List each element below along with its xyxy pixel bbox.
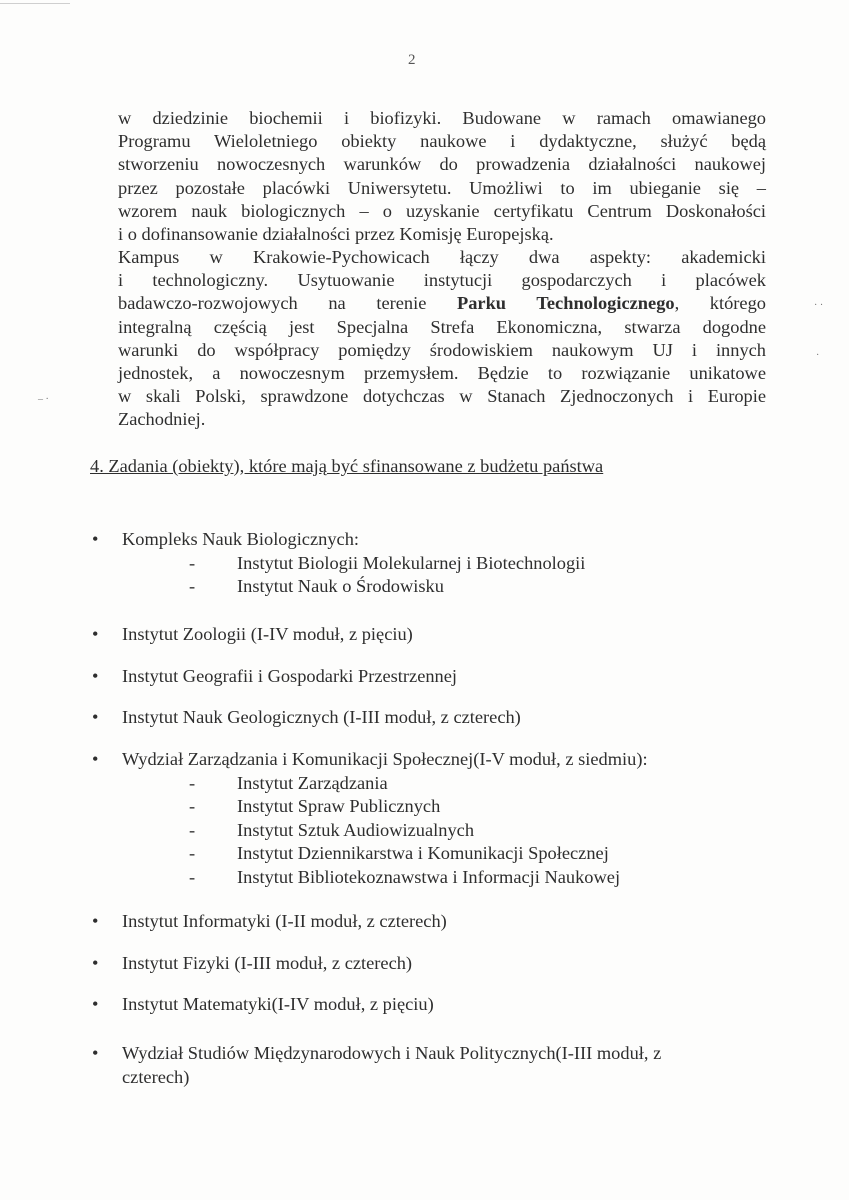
list-item-international-studies bbox=[92, 1042, 661, 1089]
paragraph-text: badawczo-rozwojowych na terenie bbox=[118, 293, 457, 314]
paragraph-line: integralną częścią jest Specjalna Strefa Ekonomiczna, stwarza dogodne bbox=[118, 316, 766, 337]
paragraph-text: , którego bbox=[674, 293, 766, 314]
sub-list-item bbox=[92, 552, 585, 576]
section-heading: 4. Zadania (obiekty), które mają być sfinansowane z budżetu państwa bbox=[90, 456, 604, 476]
paragraph-line: i o dofinansowanie działalności przez Komisję Europejską. bbox=[118, 224, 554, 245]
technology-park-emphasis: Parku Technologicznego bbox=[456, 293, 675, 314]
sub-item-label: Instytut Biologii Molekularnej i Biotechnologii bbox=[237, 552, 586, 573]
scan-mark: · · bbox=[814, 300, 824, 311]
paragraph-line: i technologiczny. Usytuowanie instytucji gospodarczych i placówek bbox=[118, 270, 766, 291]
paragraph-line: w dziedzinie biochemii i biofizyki. Budowane w ramach omawianego bbox=[118, 108, 766, 128]
paragraph-line: stworzeniu nowoczesnych warunków do prowadzenia działalności naukowej bbox=[118, 154, 766, 175]
paragraph-campus bbox=[118, 246, 766, 432]
paragraph-line: Kampus w Krakowie-Pychowicach łączy dwa aspekty: akademicki bbox=[118, 247, 766, 267]
sub-list bbox=[92, 772, 648, 890]
paragraph-line: Programu Wieloletniego obiekty naukowe i dydaktyczne, służyć będą bbox=[118, 131, 766, 152]
bullet-icon: • bbox=[92, 666, 99, 686]
list-item-label: Instytut Informatyki (I-II moduł, z czterech) bbox=[122, 911, 447, 931]
paragraph-line: jednostek, a nowoczesnym przemysłem. Będzie to rozwiązanie unikatowe bbox=[118, 363, 766, 384]
dash-marker: - bbox=[189, 576, 196, 596]
sub-item-label: Instytut Sztuk Audiowizualnych bbox=[237, 819, 475, 840]
list-item-label: Instytut Nauk Geologicznych (I-III moduł, z czterech) bbox=[122, 707, 521, 727]
dash-marker: - bbox=[189, 866, 196, 887]
list-item-label: Wydział Zarządzania i Komunikacji Społecznej(I-V moduł, z siedmiu): bbox=[122, 749, 648, 769]
sub-list bbox=[92, 552, 585, 599]
page-number: 2 bbox=[408, 52, 416, 68]
scan-mark: · bbox=[816, 350, 820, 361]
paragraph-line bbox=[118, 292, 766, 315]
list-item-label: Instytut Matematyki(I-IV moduł, z pięciu) bbox=[122, 994, 434, 1014]
list-item-informatics bbox=[92, 910, 447, 934]
sub-list-item bbox=[92, 575, 585, 599]
dash-marker: - bbox=[189, 796, 196, 816]
dash-marker: - bbox=[189, 843, 196, 863]
dash-marker: - bbox=[189, 552, 196, 573]
list-item-mathematics bbox=[92, 993, 434, 1017]
list-item-geology bbox=[92, 706, 521, 730]
paragraph-line: warunki do współpracy pomiędzy środowiskiem naukowym UJ i innych bbox=[118, 339, 766, 360]
sub-item-label: Instytut Spraw Publicznych bbox=[237, 796, 441, 816]
list-item-biology-complex bbox=[92, 528, 585, 599]
bullet-icon: • bbox=[92, 1043, 99, 1063]
list-item-geography bbox=[92, 665, 457, 689]
dash-marker: - bbox=[189, 819, 196, 840]
list-item-zoology bbox=[92, 623, 413, 647]
list-item-label: Instytut Zoologii (I-IV moduł, z pięciu) bbox=[122, 624, 413, 644]
sub-item-label: Instytut Nauk o Środowisku bbox=[237, 576, 444, 596]
paragraph-line: wzorem nauk biologicznych – o uzyskanie certyfikatu Centrum Doskonałości bbox=[118, 200, 766, 221]
paragraph-line: w skali Polski, sprawdzone dotychczas w Stanach Zjednoczonych i Europie bbox=[118, 386, 766, 407]
list-item-label: Instytut Geografii i Gospodarki Przestrzennej bbox=[122, 666, 458, 686]
sub-list-item bbox=[92, 772, 648, 796]
scan-mark: – · bbox=[38, 394, 49, 405]
bullet-icon: • bbox=[92, 624, 99, 644]
sub-list-item bbox=[92, 842, 648, 866]
sub-list-item bbox=[92, 819, 648, 843]
list-item-label: Instytut Fizyki (I-III moduł, z czterech) bbox=[122, 953, 413, 973]
sub-item-label: Instytut Bibliotekoznawstwa i Informacji Naukowej bbox=[237, 866, 621, 887]
bullet-icon: • bbox=[92, 953, 99, 973]
bullet-icon: • bbox=[92, 749, 99, 769]
list-item-management-faculty bbox=[92, 748, 648, 889]
sub-item-label: Instytut Zarządzania bbox=[237, 772, 388, 793]
sub-item-label: Instytut Dziennikarstwa i Komunikacji Społecznej bbox=[237, 843, 609, 863]
paragraph-line: przez pozostałe placówki Uniwersytetu. Umożliwi to im ubieganie się – bbox=[118, 177, 766, 198]
list-item-label-continued: czterech) bbox=[122, 1066, 190, 1087]
dash-marker: - bbox=[189, 772, 196, 793]
sub-list-item bbox=[92, 795, 648, 819]
bullet-icon: • bbox=[92, 994, 99, 1014]
paragraph-line: Zachodniej. bbox=[118, 409, 206, 430]
list-item-label: Kompleks Nauk Biologicznych: bbox=[122, 529, 359, 549]
scan-edge-line bbox=[0, 3, 70, 4]
list-item-label: Wydział Studiów Międzynarodowych i Nauk Politycznych(I-III moduł, z bbox=[122, 1043, 662, 1063]
list-item-physics bbox=[92, 952, 412, 976]
bullet-icon: • bbox=[92, 707, 99, 727]
bullet-icon: • bbox=[92, 529, 99, 549]
bullet-icon: • bbox=[92, 911, 99, 931]
sub-list-item bbox=[92, 866, 648, 890]
paragraph-biology-center bbox=[118, 107, 766, 246]
